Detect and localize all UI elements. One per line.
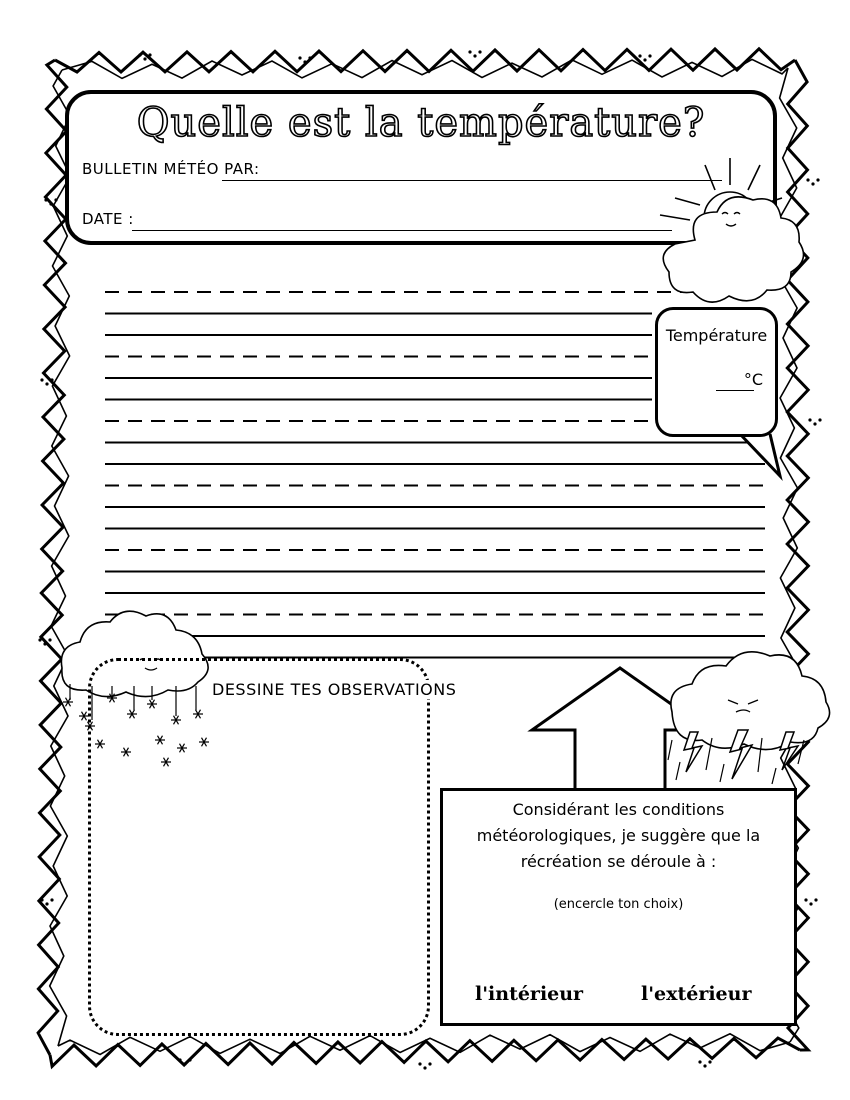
recess-choice-box	[440, 788, 797, 1026]
option-inside[interactable]: l'intérieur	[475, 983, 584, 1005]
option-outside[interactable]: l'extérieur	[641, 983, 752, 1005]
temperature-label: Température	[665, 326, 768, 345]
reporter-label: BULLETIN MÉTÉO PAR:	[82, 160, 260, 178]
date-label: DATE :	[82, 210, 134, 228]
temperature-unit: °C	[743, 370, 763, 389]
recess-prompt: Considérant les conditions météorologiques, je suggère que la récréation se déroule à :	[476, 800, 761, 871]
drawing-label: DESSINE TES OBSERVATIONS	[212, 680, 457, 699]
page-title: Quelle est la température?	[136, 100, 706, 146]
recess-instruction: (encercle ton choix)	[553, 897, 684, 912]
